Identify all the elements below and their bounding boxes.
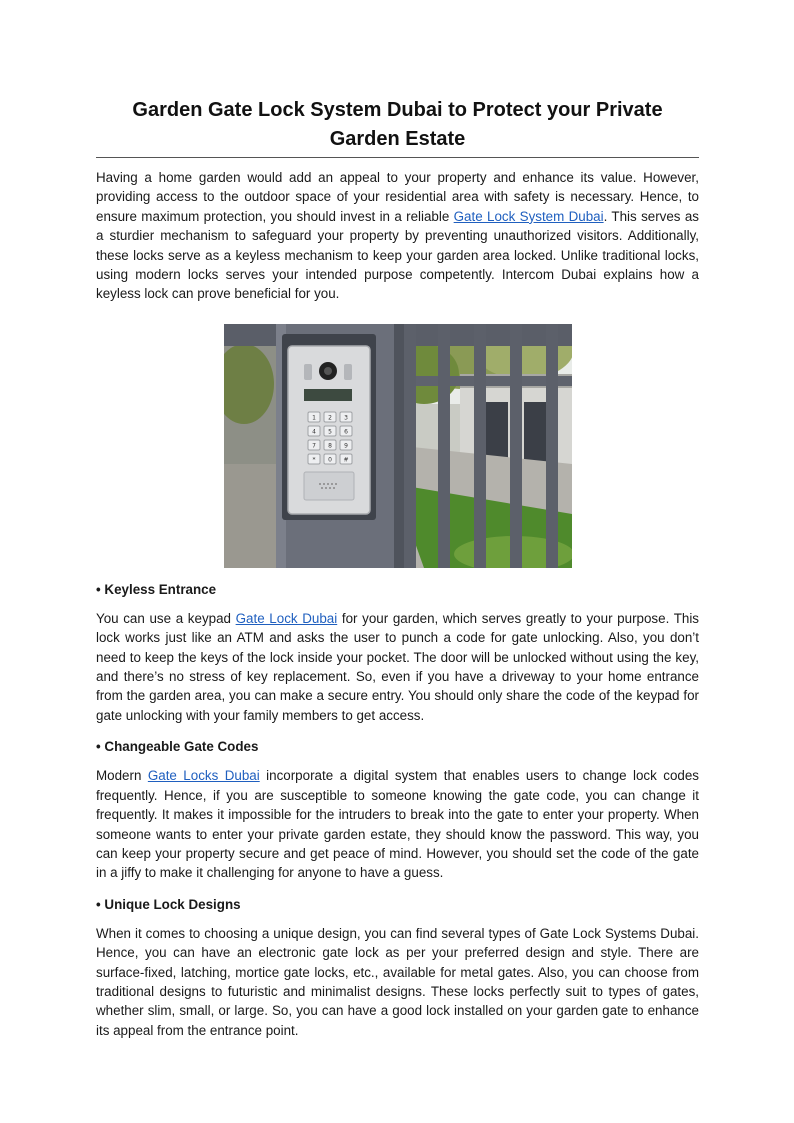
- keypad-key-label: 3: [343, 414, 348, 422]
- keypad-key-label: 8: [327, 442, 332, 450]
- keypad-key-label: 0: [327, 456, 332, 464]
- section-text-1: You can use a keypad: [96, 610, 236, 626]
- article-sections: [96, 580, 699, 1040]
- keypad-key-label: *: [312, 456, 315, 464]
- section-link[interactable]: Gate Lock Dubai: [235, 610, 338, 626]
- section-heading: • Changeable Gate Codes: [96, 739, 259, 755]
- section-text-2: incorporate a digital system that enables users to change lock codes frequently. Hence, if you are susceptible to someone knowing the gate code, you can change it frequently. It makes it impossible for the intruders to break into the gate to enter your property. When someone wants to enter your private garden estate, they should know the password. This way, you can keep your property secure and get peace of mind. However, you should set the code of the gate in a jiffy to make it challenging for anyone to have a guess.: [96, 768, 699, 881]
- keypad-key-label: #: [342, 456, 349, 464]
- section-paragraph: [96, 766, 699, 882]
- document-page: [96, 96, 699, 1040]
- section-text-2: for your garden, which serves greatly to your purpose. This lock works just like an ATM and asks the user to punch a code for gate unlocking. Also, you don’t need to keep the keys of the lock inside your pocket. The door will be unlocked without using the key, and there’s no stress of key replacement. So, even if you have a driveway to your home entrance from the garden area, you can make a secure entry. You should only share the code of the keypad for gate unlocking with your family members to get access.: [96, 610, 699, 723]
- keypad-key-label: 6: [343, 428, 348, 436]
- keypad-key-label: 1: [311, 414, 316, 422]
- intro-text-2: . This serves as a sturdier mechanism to safeguard your property by preventing unauthorized visitors. Additionally, these locks serve as a keyless mechanism to keep your garden area locked. Unlike traditional locks, using modern locks serves your intended purpose competently. Intercom Dubai explains how a keyless lock can prove beneficial for you.: [96, 208, 699, 302]
- page-title: Garden Gate Lock System Dubai to Protect your Private Garden Estate: [132, 99, 663, 150]
- section-text-1: When it comes to choosing a unique design, you can find several types of Gate Lock Systems Dubai. Hence, you can have an electronic gate lock as per your preferred design and style. There are surface-fixed, latching, mortice gate locks, etc., available for metal gates. Also, you can choose from traditional designs to futuristic and minimalist designs. These locks perfectly suit to types of gates, whether slim, small, or large. So, you can have a good lock installed on your garden gate to enhance its appeal from the entrance point.: [96, 925, 699, 1038]
- section-paragraph: [96, 609, 699, 725]
- section-text-1: Modern: [96, 768, 148, 784]
- section-heading: • Keyless Entrance: [96, 581, 217, 597]
- section-paragraph: [96, 924, 699, 1040]
- section-heading: • Unique Lock Designs: [96, 896, 241, 912]
- keypad-key-label: 9: [343, 442, 348, 450]
- keypad-key-label: 5: [327, 428, 332, 436]
- intro-text-1: Having a home garden would add an appeal to your property and enhance its value. However, providing access to the outdoor space of your residential area with safety is necessary. Hence, to ensure maximum protection, you should invest in a reliable: [96, 170, 699, 224]
- keypad-key-label: 2: [327, 414, 332, 422]
- gate-lock-system-dubai-link[interactable]: Gate Lock System Dubai: [453, 208, 604, 224]
- keypad-key-label: 4: [311, 428, 316, 436]
- keypad-gate-photo: [224, 324, 572, 568]
- intro-paragraph: [96, 168, 699, 304]
- title-underline: [96, 157, 699, 158]
- section-link[interactable]: Gate Locks Dubai: [147, 768, 260, 784]
- keypad-key-label: 7: [311, 442, 316, 450]
